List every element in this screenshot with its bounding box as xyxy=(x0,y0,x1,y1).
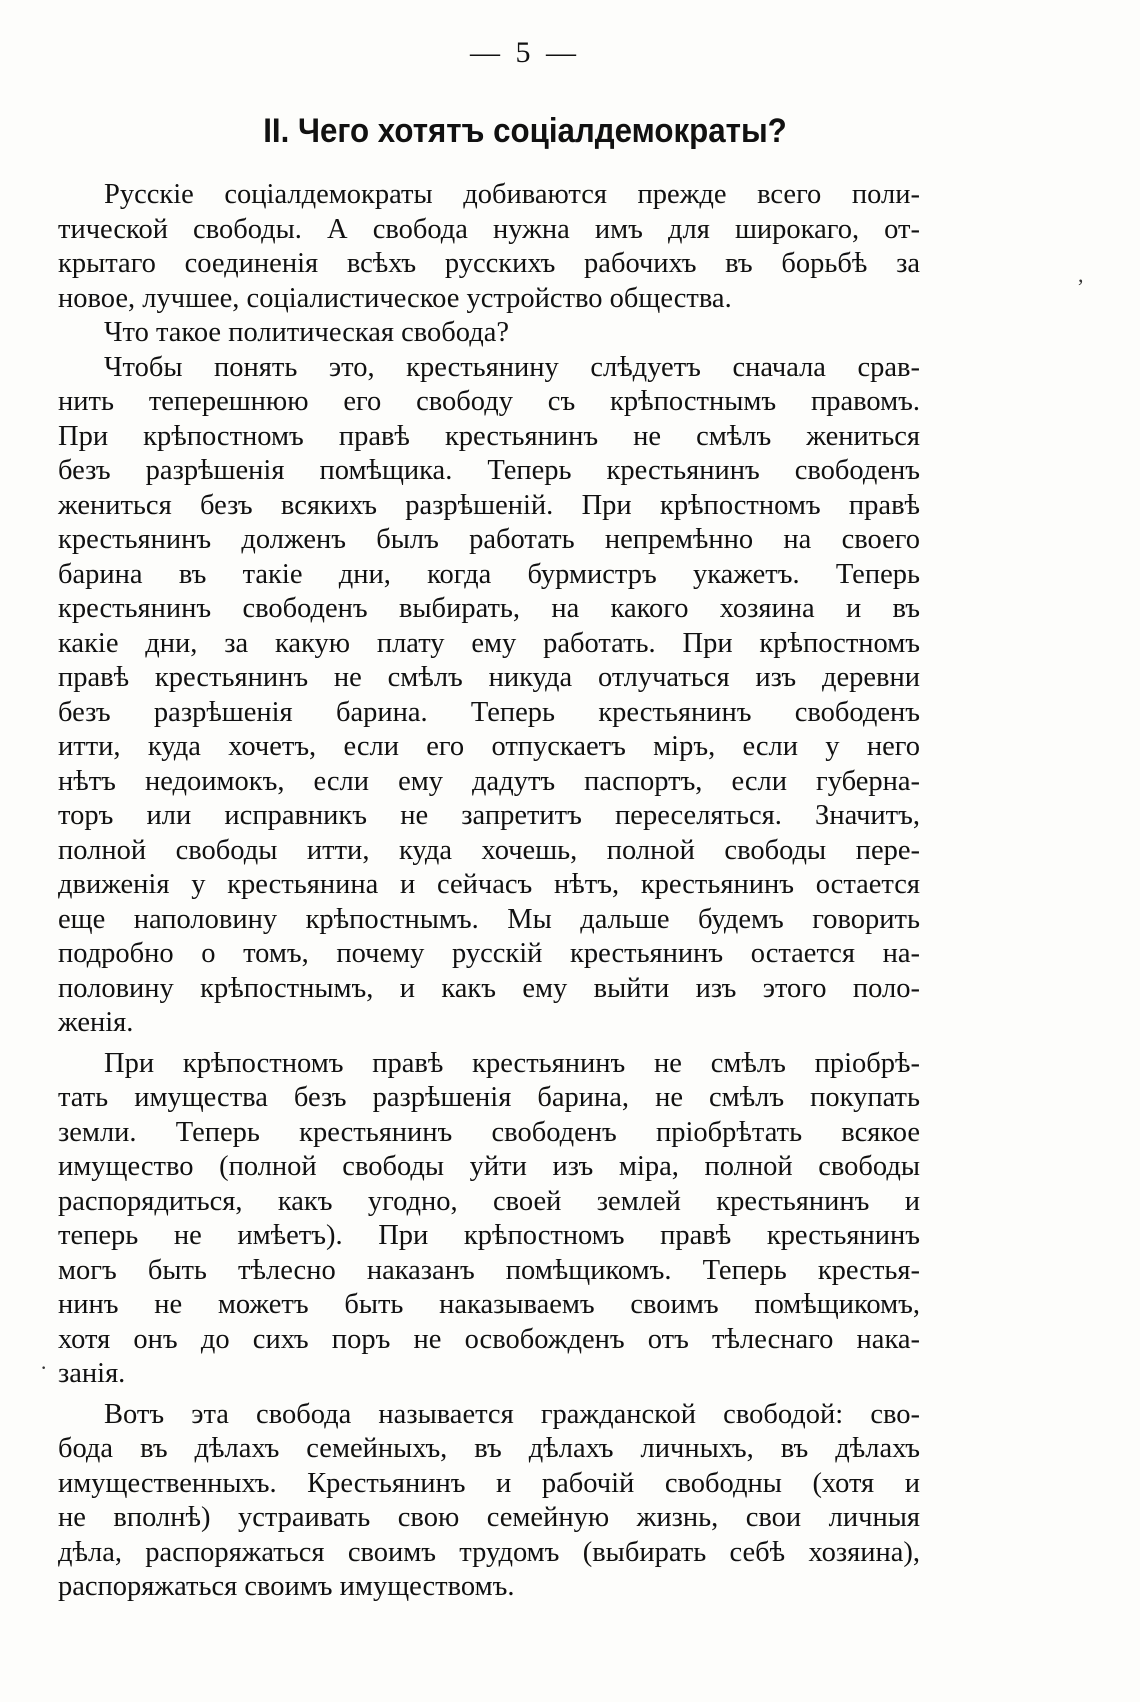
chapter-title: II. Чего хотятъ соціалдемократы? xyxy=(263,112,787,150)
text-line: распорядиться, какъ угодно, своей землей крестьянинъ и xyxy=(58,1185,920,1217)
page-number: — 5 — xyxy=(470,36,580,69)
text-line: могъ быть тѣлесно наказанъ помѣщикомъ. Теперь крестья- xyxy=(58,1254,920,1286)
paragraph xyxy=(58,316,920,351)
text-line: При крѣпостномъ правѣ крестьянинъ не смѣлъ жениться xyxy=(58,420,920,452)
text-line: бода въ дѣлахъ семейныхъ, въ дѣлахъ личныхъ, въ дѣлахъ xyxy=(58,1433,920,1464)
text-line: занія. xyxy=(58,1358,126,1389)
text-line: безъ разрѣшенія помѣщика. Теперь крестьянинъ свободенъ xyxy=(58,455,920,486)
text-line: итти, куда хочетъ, если его отпускаетъ міръ, если у него xyxy=(58,731,920,762)
text-line: земли. Теперь крестьянинъ свободенъ пріобрѣтать всякое xyxy=(58,1116,920,1148)
text-line: женія. xyxy=(58,1007,134,1038)
text-line: движенія у крестьянина и сейчасъ нѣтъ, крестьянинъ остается xyxy=(58,869,920,900)
text-line: нить теперешнюю его свободу съ крѣпостнымъ правомъ. xyxy=(58,386,920,417)
text-line: тической свободы. А свобода нужна имъ для широкаго, от- xyxy=(58,213,920,245)
text-line: распоряжаться своимъ имуществомъ. xyxy=(58,1571,515,1602)
text-line: крестьянинъ свободенъ выбирать, на какого хозяина и въ xyxy=(58,593,920,624)
text-line: половину крѣпостнымъ, и какъ ему выйти изъ этого поло- xyxy=(58,972,920,1004)
text-line: правѣ крестьянинъ не смѣлъ никуда отлучаться изъ деревни xyxy=(58,662,920,693)
text-line: При крѣпостномъ правѣ крестьянинъ не смѣлъ пріобрѣ- xyxy=(104,1047,920,1079)
margin-speck: , xyxy=(1078,262,1084,287)
text-line: Русскіе соціалдемократы добиваются прежде всего поли- xyxy=(104,179,920,210)
text-line: тать имущества безъ разрѣшенія барина, не смѣлъ покупать xyxy=(58,1082,920,1113)
text-line: подробно о томъ, почему русскій крестьянинъ остается на- xyxy=(58,938,920,969)
text-line: Вотъ эта свобода называется гражданской свободой: сво- xyxy=(104,1398,920,1430)
text-line: торъ или исправникъ не запретитъ переселяться. Значитъ, xyxy=(58,800,920,831)
paragraph xyxy=(58,1047,920,1392)
text-line: безъ разрѣшенія барина. Теперь крестьянинъ свободенъ xyxy=(58,696,920,728)
text-line: жениться безъ всякихъ разрѣшеній. При крѣпостномъ правѣ xyxy=(58,489,920,521)
paragraph xyxy=(58,178,920,316)
text-line: крестьянинъ долженъ былъ работать непремѣнно на своего xyxy=(58,524,920,555)
text-line: полной свободы итти, куда хочешь, полной свободы пере- xyxy=(58,834,920,866)
text-line: дѣла, распоряжаться своимъ трудомъ (выбирать себѣ хозяина), xyxy=(58,1536,920,1568)
text-line: еще наполовину крѣпостнымъ. Мы дальше будемъ говорить xyxy=(58,903,920,935)
body-text xyxy=(58,178,920,1605)
text-line: хотя онъ до сихъ поръ не освобожденъ отъ тѣлеснаго нака- xyxy=(58,1323,920,1355)
text-line: имущественныхъ. Крестьянинъ и рабочій свободны (хотя и xyxy=(58,1467,920,1499)
text-line: нѣтъ недоимокъ, если ему дадутъ паспортъ, если губерна- xyxy=(58,765,920,797)
paragraph xyxy=(58,1398,920,1605)
text-line: Чтобы понять это, крестьянину слѣдуетъ сначала срав- xyxy=(104,351,920,383)
text-line: теперь не имѣетъ). При крѣпостномъ правѣ крестьянинъ xyxy=(58,1220,920,1251)
text-line: Что такое политическая свобода? xyxy=(104,317,510,348)
text-line: барина въ такіе дни, когда бурмистръ укажетъ. Теперь xyxy=(58,558,920,590)
margin-speck: · xyxy=(40,1355,48,1380)
text-line: не вполнѣ) устраивать свою семейную жизнь, свои личныя xyxy=(58,1502,920,1533)
text-line: нинъ не можетъ быть наказываемъ своимъ помѣщикомъ, xyxy=(58,1289,920,1320)
text-line: имущество (полной свободы уйти изъ міра, полной свободы xyxy=(58,1151,920,1182)
text-line: какіе дни, за какую плату ему работать. При крѣпостномъ xyxy=(58,627,920,659)
text-line: новое, лучшее, соціалистическое устройство общества. xyxy=(58,282,732,314)
text-line: крытаго соединенія всѣхъ русскихъ рабочихъ въ борьбѣ за xyxy=(58,248,920,279)
paragraph xyxy=(58,351,920,1041)
